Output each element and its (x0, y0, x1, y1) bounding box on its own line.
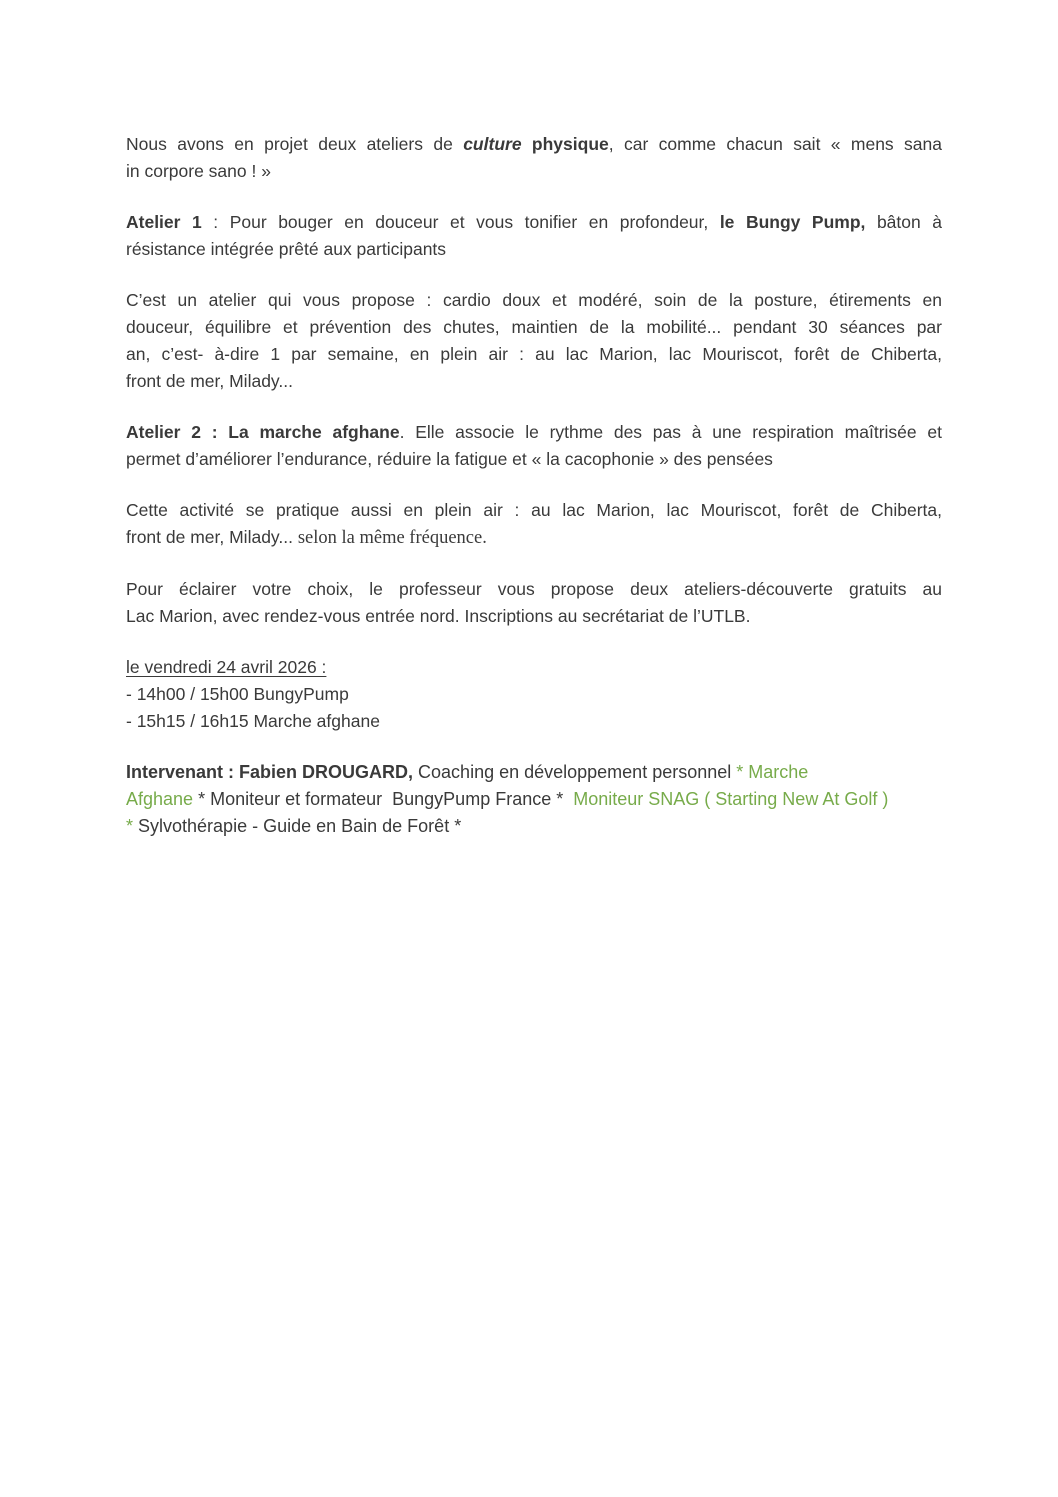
text-run-g: Moniteur SNAG ( Starting New At Golf ) (568, 789, 889, 809)
text-run-b: Atelier 2 : La marche afghane (126, 422, 400, 442)
text-line (126, 813, 942, 840)
paragraph-intro (126, 131, 942, 185)
text-run: Coaching en développement personnel (413, 762, 737, 782)
paragraph-schedule (126, 654, 942, 735)
text-run: douceur, équilibre et prévention des chutes, maintien de la mobilité... pendant 30 séances par (126, 317, 942, 337)
text-run-serif: selon la même fréquence. (297, 528, 487, 548)
paragraph-atelier-2-description (126, 497, 942, 552)
text-line (126, 368, 942, 395)
text-run: : Pour bouger en douceur et vous tonifier en profondeur, (201, 212, 720, 232)
text-line (126, 209, 942, 236)
text-line (126, 497, 942, 524)
text-run-b: le Bungy Pump, (719, 212, 866, 232)
text-run: - 15h15 / 16h15 Marche afghane (126, 711, 380, 731)
text-run: - 14h00 / 15h00 BungyPump (126, 684, 349, 704)
text-run-u: le vendredi 24 avril 2026 : (126, 657, 327, 677)
text-run: Lac Marion, avec rendez-vous entrée nord. Inscriptions au secrétariat de l’UTLB. (126, 606, 751, 626)
text-run: Pour éclairer votre choix, le professeur vous propose deux ateliers-découverte gratuits au (126, 579, 942, 599)
text-line (126, 603, 942, 630)
text-line (126, 759, 942, 786)
paragraph-atelier-1-description (126, 287, 942, 395)
text-line (126, 654, 942, 681)
text-line (126, 524, 942, 552)
text-line (126, 131, 942, 158)
text-run: bâton à (865, 212, 943, 232)
text-run: front de mer, Milady... (126, 527, 298, 547)
text-run: C’est un atelier qui vous propose : cardio doux et modéré, soin de la posture, étirements en (126, 290, 942, 310)
text-run: front de mer, Milady... (126, 371, 293, 391)
text-line (126, 576, 942, 603)
text-run: , car comme chacun sait « mens sana (608, 134, 943, 154)
text-line (126, 708, 942, 735)
paragraph-atelier-2 (126, 419, 942, 473)
text-run: Sylvothérapie - Guide en Bain de Forêt * (138, 816, 462, 836)
text-run: Nous avons en projet deux ateliers de (126, 134, 464, 154)
text-line (126, 446, 942, 473)
text-line (126, 681, 942, 708)
text-run-b: Atelier 1 (126, 212, 202, 232)
text-run: an, c’est- à-dire 1 par semaine, en plein air : au lac Marion, lac Mouriscot, forêt de Chiberta, (126, 344, 942, 364)
text-line (126, 419, 942, 446)
text-run: résistance intégrée prêté aux participants (126, 239, 447, 259)
text-line (126, 314, 942, 341)
text-run: Cette activité se pratique aussi en plein air : au lac Marion, lac Mouriscot, forêt de Chiberta, (126, 500, 942, 520)
document-content (126, 131, 942, 864)
text-line (126, 341, 942, 368)
text-line (126, 786, 942, 813)
text-run-bi: culture (463, 134, 522, 154)
text-line (126, 158, 942, 185)
text-run-g: Afghane (126, 789, 199, 809)
paragraph-intervenant (126, 759, 942, 840)
paragraph-atelier-1 (126, 209, 942, 263)
text-run-g: * Marche (736, 762, 809, 782)
text-run-b: Intervenant : Fabien DROUGARD, (126, 762, 414, 782)
text-run: . Elle associe le rythme des pas à une respiration maîtrisée et (399, 422, 942, 442)
text-line (126, 287, 942, 314)
text-run-b: physique (521, 134, 609, 154)
text-run: in corpore sano ! » (126, 161, 271, 181)
text-run-g: * (126, 816, 139, 836)
text-run: * Moniteur et formateur BungyPump France * (198, 789, 569, 809)
text-line (126, 236, 942, 263)
paragraph-ateliers-decouverte (126, 576, 942, 630)
text-run: permet d’améliorer l’endurance, réduire la fatigue et « la cacophonie » des pensées (126, 449, 773, 469)
